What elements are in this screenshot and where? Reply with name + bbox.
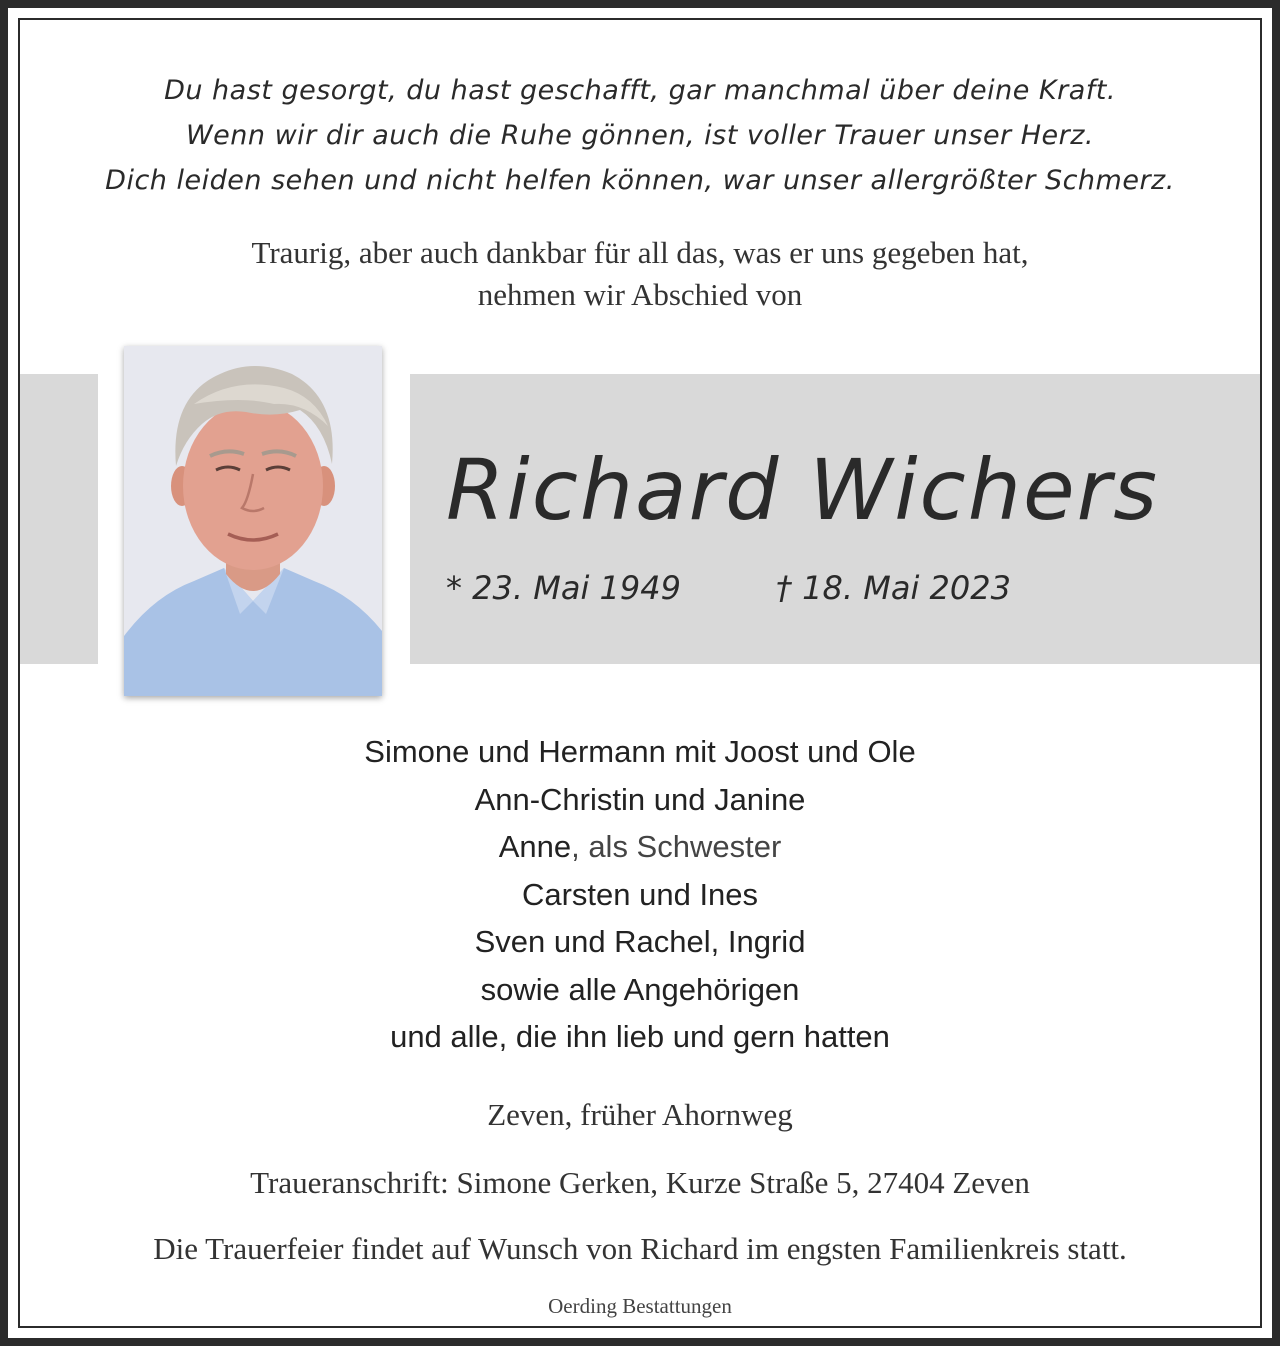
mourning-address: Traueranschrift: Simone Gerken, Kurze Straße 5, 27404 Zeven <box>250 1165 1030 1200</box>
mourner-relation: , als Schwester <box>571 829 782 864</box>
mourner-line <box>0 823 1280 871</box>
death-date: † 18. Mai 2023 <box>776 569 1011 607</box>
portrait-illustration <box>124 346 382 696</box>
intro-text <box>0 232 1280 316</box>
mourners-list <box>0 728 1280 1061</box>
ceremony-note: Die Trauerfeier findet auf Wunsch von Richard im engsten Familienkreis statt. <box>153 1231 1127 1266</box>
mourner-line: Simone und Hermann mit Joost und Ole <box>364 734 916 769</box>
deceased-name: Richard Wichers <box>446 441 1159 539</box>
birth-date: * 23. Mai 1949 <box>446 569 681 607</box>
portrait-photo <box>124 346 382 696</box>
intro-line: nehmen wir Abschied von <box>477 277 803 312</box>
poem-line: Dich leiden sehen und nicht helfen können, war unser allergrößter Schmerz. <box>105 165 1175 196</box>
poem <box>0 68 1280 203</box>
place-text: Zeven, früher Ahornweg <box>487 1097 793 1132</box>
poem-line: Wenn wir dir auch die Ruhe gönnen, ist voller Trauer unser Herz. <box>185 120 1095 151</box>
intro-line: Traurig, aber auch dankbar für all das, was er uns gegeben hat, <box>251 235 1029 270</box>
mourner-line: Carsten und Ines <box>521 876 759 912</box>
mourner-line: sowie alle Angehörigen <box>480 971 800 1007</box>
mourner-name: Anne <box>498 829 572 864</box>
mourner-line: Ann-Christin und Janine <box>474 781 806 817</box>
mourner-line: und alle, die ihn lieb und gern hatten <box>390 1019 890 1054</box>
undertaker-name: Oerding Bestattungen <box>548 1294 732 1318</box>
poem-line: Du hast gesorgt, du hast geschafft, gar manchmal über deine Kraft. <box>164 75 1116 106</box>
mourner-line: Sven und Rachel, Ingrid <box>474 924 806 959</box>
gray-band-left <box>20 374 98 664</box>
